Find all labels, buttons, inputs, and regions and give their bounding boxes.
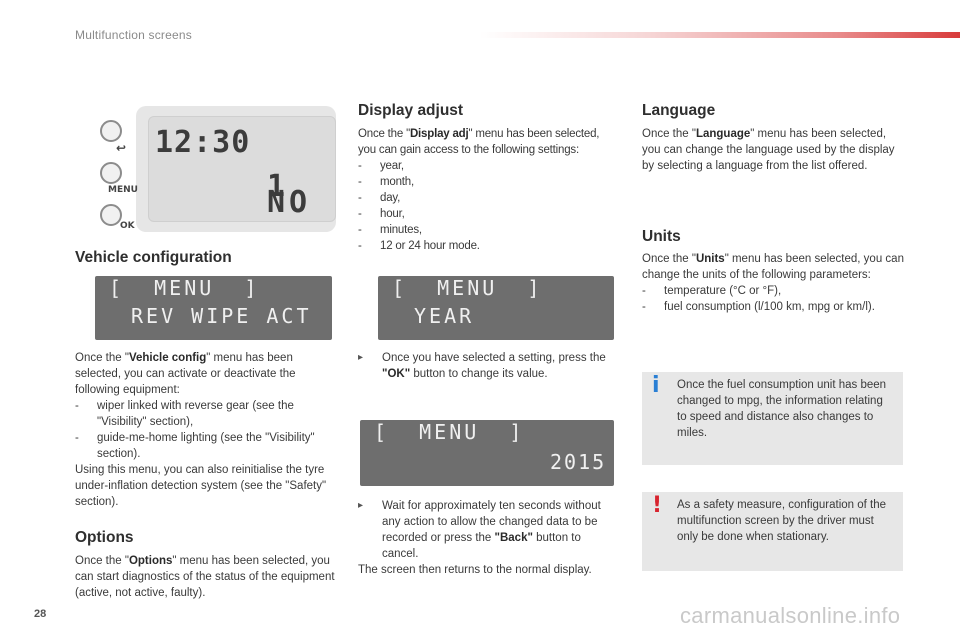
language-heading: Language (642, 102, 716, 119)
back-button[interactable] (100, 120, 122, 142)
screen-value-line: 2015 (550, 450, 607, 474)
back-arrow-icon: ↩ (116, 141, 127, 155)
list-item: - guide-me-home lighting (see the "Visibility" section). (75, 430, 340, 462)
display-adjust-step2: ▸ Wait for approximately ten seconds without any action to allow the changed data to be recorded or press the "Back" button to cancel. (358, 500, 601, 560)
menu-button-label: MENU (108, 185, 138, 195)
lcd-time: 12:30 (155, 125, 251, 160)
units-text (642, 251, 904, 315)
list-item: - 12 or 24 hour mode. (358, 238, 620, 254)
screen-menu-line: [ MENU ] (374, 420, 525, 444)
list-item: - wiper linked with reverse gear (see the "Visibility" section), (75, 398, 340, 430)
display-adjust-screen-year (378, 276, 614, 340)
display-adjust-intro: Once the "Display adj" menu has been selected, you can gain access to the following settings: (358, 128, 600, 156)
page-number: 28 (34, 608, 47, 620)
vehicle-config-intro: Once the "Vehicle config" menu has been selected, you can activate or deactivate the following equipment: (75, 352, 296, 396)
display-adjust-outro: The screen then returns to the normal display. (358, 564, 592, 576)
list-item: - year, (358, 158, 620, 174)
options-text: Once the "Options" menu has been selected, you can start diagnostics of the status of the equipment (active, not active, faulty). (75, 555, 335, 599)
vehicle-config-heading: Vehicle configuration (75, 249, 232, 266)
display-adjust-heading: Display adjust (358, 102, 464, 119)
units-heading: Units (642, 228, 681, 245)
warning-note (642, 492, 903, 571)
triangle-bullet-icon: ▸ (358, 500, 364, 511)
menu-button[interactable] (100, 162, 122, 184)
units-intro: Once the "Units" menu has been selected, you can change the units of the following parameters: (642, 253, 904, 281)
header-accent-bar (480, 32, 960, 38)
display-adjust-text (358, 126, 620, 254)
ok-button-label: OK (120, 221, 135, 231)
list-item: - month, (358, 174, 620, 190)
warning-note-text: As a safety measure, configuration of the multifunction screen by the driver must only be done when stationary. (677, 499, 887, 543)
list-item: - minutes, (358, 222, 620, 238)
ok-button[interactable] (100, 204, 122, 226)
warning-icon: ! (652, 493, 663, 518)
vehicle-config-outro: Using this menu, you can also reinitialise the tyre under-inflation detection system (see the "Safety" section). (75, 464, 327, 508)
screen-value-line: REV WIPE ACT (131, 304, 312, 328)
units-list (642, 283, 904, 315)
screen-menu-line: [ MENU ] (392, 276, 543, 300)
display-adjust-step1: ▸ Once you have selected a setting, press the "OK" button to change its value. (358, 352, 606, 380)
info-note (642, 372, 903, 465)
list-item: - fuel consumption (l/100 km, mpg or km/l). (642, 299, 904, 315)
radio-device-illustration (96, 106, 336, 232)
triangle-bullet-icon: ▸ (358, 352, 364, 363)
language-text: Once the "Language" menu has been selected, you can change the language used by the display by selecting a language from the list offered. (642, 128, 895, 172)
display-adjust-list (358, 158, 620, 254)
info-note-text: Once the fuel consumption unit has been changed to mpg, the information relating to speed and distance also changes to miles. (677, 379, 887, 439)
screen-value-line: YEAR (414, 304, 475, 328)
lcd-status: 1 NO (267, 169, 312, 220)
list-item: - hour, (358, 206, 620, 222)
list-item: - temperature (°C or °F), (642, 283, 904, 299)
info-icon: i (652, 373, 660, 398)
options-heading: Options (75, 529, 134, 546)
watermark: carmanualsonline.info (680, 603, 901, 628)
page-header-title: Multifunction screens (75, 28, 192, 42)
vehicle-config-screen (95, 276, 332, 340)
list-item: - day, (358, 190, 620, 206)
vehicle-config-list (75, 398, 340, 462)
screen-menu-line: [ MENU ] (109, 276, 260, 300)
vehicle-config-text (75, 350, 340, 510)
device-lcd (148, 116, 336, 222)
display-adjust-screen-2015 (360, 420, 614, 486)
